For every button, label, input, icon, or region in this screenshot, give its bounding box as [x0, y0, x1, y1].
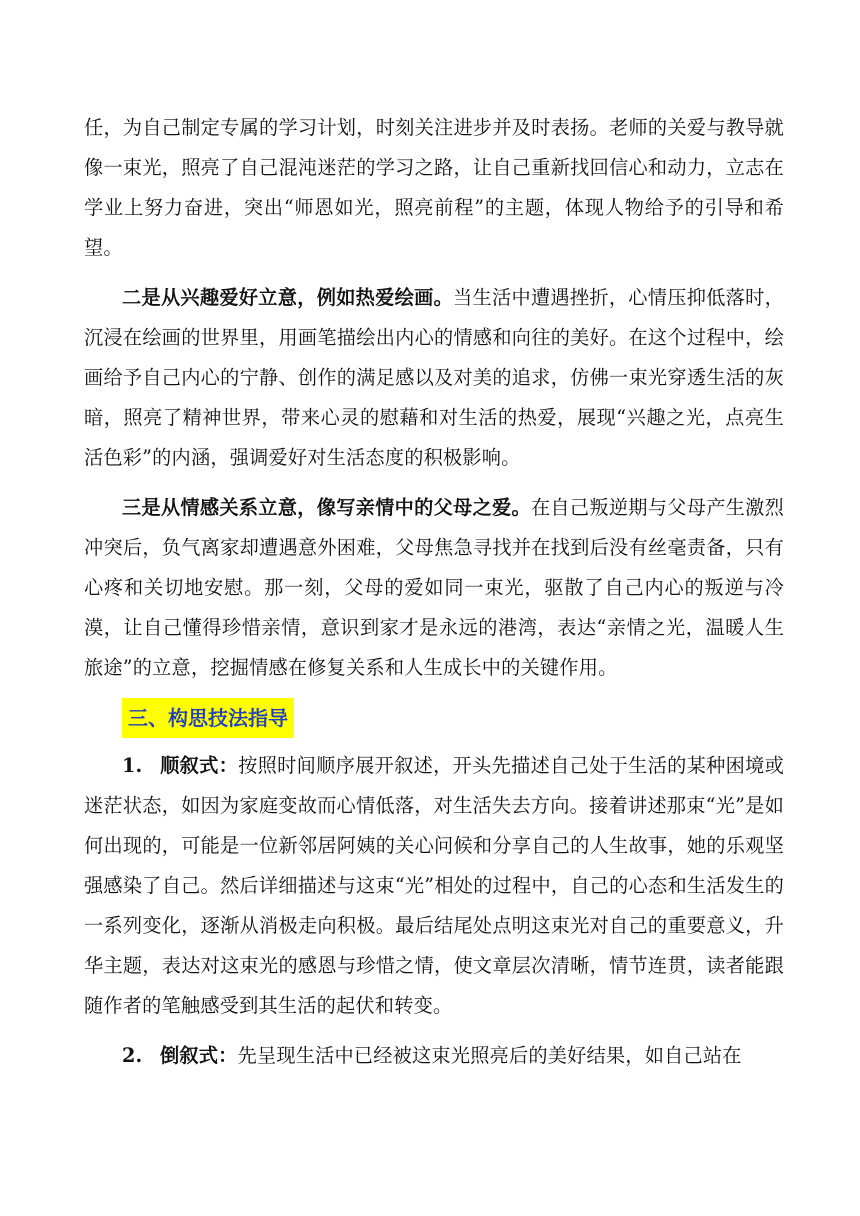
list-item-sequential: [84, 746, 784, 1026]
paragraph-interest-hobby: [84, 278, 784, 478]
document-body: [84, 108, 784, 1086]
paragraph-text: 当生活中遭遇挫折，心情压抑低落时，沉浸在绘画的世界里，用画笔描绘出内心的情感和向往的美好。在这个过程中，绘画给予自己内心的宁静、创作的满足感以及对美的追求，仿佛一束光穿透生活的灰暗，照亮了精神世界，带来心灵的慰藉和对生活的热爱，展现“兴趣之光，点亮生活色彩”的内涵，强调爱好对生活态度的积极影响。: [84, 286, 784, 469]
item-title: 倒叙式：: [160, 1044, 238, 1067]
paragraph-continuation: [84, 108, 784, 268]
item-number: 2.: [122, 1044, 143, 1067]
item-number: 1.: [122, 754, 143, 777]
item-text: 按照时间顺序展开叙述，开头先描述自己处于生活的某种困境或迷茫状态，如因为家庭变故而心情低落，对生活失去方向。接着讲述那束“光”是如何出现的，可能是一位新邻居阿姨的关心问候和分享自己的人生故事，她的乐观坚强感染了自己。然后详细描述与这束“光”相处的过程中，自己的心态和生活发生的一系列变化，逐渐从消极走向积极。最后结尾处点明这束光对自己的重要意义，升华主题，表达对这束光的感恩与珍惜之情，使文章层次清晰，情节连贯，读者能跟随作者的笔触感受到其生活的起伏和转变。: [84, 754, 784, 1017]
section-heading: 三、构思技法指导: [122, 698, 294, 738]
list-item-flashback: [84, 1036, 784, 1076]
section-heading-wrap: [122, 698, 784, 740]
paragraph-lead: 二是从兴趣爱好立意，例如热爱绘画。: [122, 286, 454, 309]
paragraph-family-love: [84, 488, 784, 688]
item-text: 先呈现生活中已经被这束光照亮后的美好结果，如自己站在: [237, 1044, 742, 1067]
paragraph-lead: 三是从情感关系立意，像写亲情中的父母之爱。: [122, 496, 531, 519]
paragraph-text: 任，为自己制定专属的学习计划，时刻关注进步并及时表扬。老师的关爱与教导就像一束光，照亮了自己混沌迷茫的学习之路，让自己重新找回信心和动力，立志在学业上努力奋进，突出“师恩如光，照亮前程”的主题，体现人物给予的引导和希望。: [84, 116, 784, 259]
item-title: 顺叙式：: [160, 754, 239, 777]
paragraph-text: 在自己叛逆期与父母产生激烈冲突后，负气离家却遭遇意外困难，父母焦急寻找并在找到后没有丝毫责备，只有心疼和关切地安慰。那一刻，父母的爱如同一束光，驱散了自己内心的叛逆与冷漠，让自己懂得珍惜亲情，意识到家才是永远的港湾，表达“亲情之光，温暖人生旅途”的立意，挖掘情感在修复关系和人生成长中的关键作用。: [84, 496, 784, 679]
